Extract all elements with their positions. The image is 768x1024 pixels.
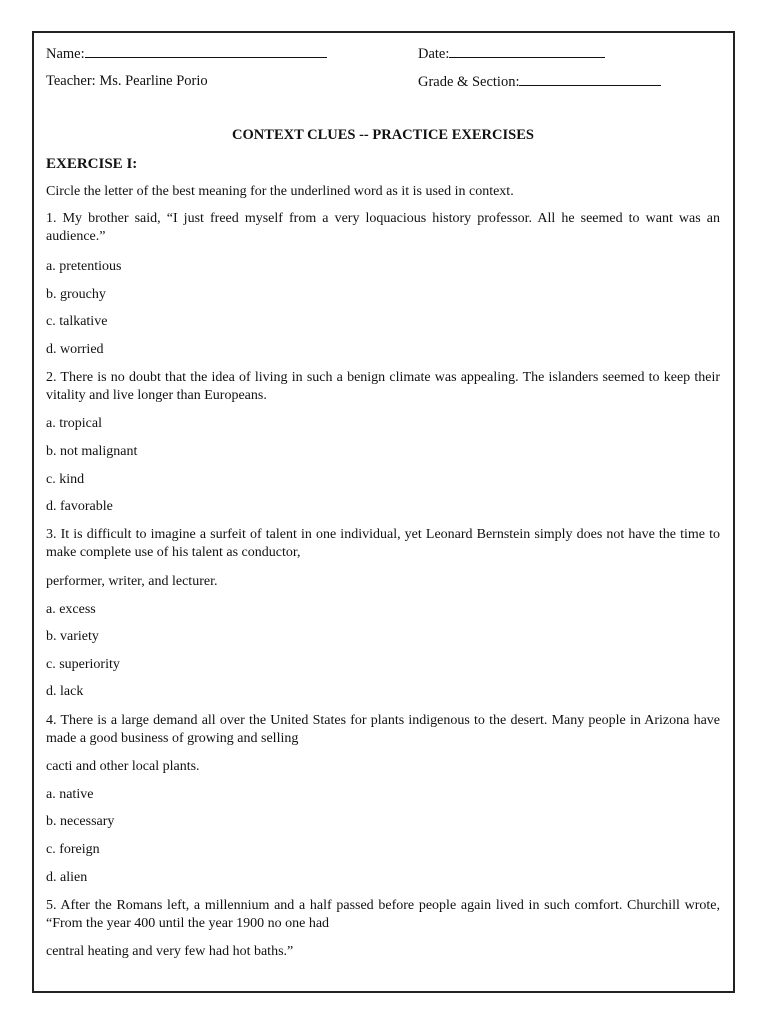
date-blank[interactable]: [449, 44, 605, 58]
question-3-continuation: performer, writer, and lecturer.: [46, 574, 218, 589]
grade-section-field[interactable]: [418, 72, 661, 91]
choice-3a[interactable]: a. excess: [46, 602, 96, 617]
choice-1a[interactable]: a. pretentious: [46, 259, 122, 274]
question-4-continuation: cacti and other local plants.: [46, 759, 200, 774]
choice-4c[interactable]: c. foreign: [46, 842, 100, 857]
choice-4d[interactable]: d. alien: [46, 870, 88, 885]
grade-section-blank[interactable]: [519, 72, 661, 86]
choice-1b[interactable]: b. grouchy: [46, 287, 106, 302]
date-field[interactable]: [418, 44, 605, 63]
choice-3c[interactable]: c. superiority: [46, 657, 120, 672]
choice-2a[interactable]: a. tropical: [46, 416, 102, 431]
choice-2d[interactable]: d. favorable: [46, 499, 113, 514]
teacher-line: [46, 72, 208, 90]
question-4: 4. There is a large demand all over the United States for plants indigenous to the desert. Many people in Arizona have made a good business of growing and selling: [46, 713, 720, 746]
teacher-label: Teacher: Ms. Pearline Porio: [46, 73, 208, 89]
date-label: Date:: [418, 46, 450, 62]
choice-4b[interactable]: b. necessary: [46, 814, 115, 829]
name-blank[interactable]: [85, 44, 327, 58]
grade-section-label: Grade & Section:: [418, 74, 520, 90]
question-2: 2. There is no doubt that the idea of living in such a benign climate was appealing. The islanders seemed to keep their vitality and live longer than Europeans.: [46, 370, 720, 403]
question-5-continuation: central heating and very few had hot baths.”: [46, 944, 294, 959]
exercise-heading: EXERCISE I:: [46, 156, 138, 172]
name-label: Name:: [46, 46, 85, 62]
choice-3b[interactable]: b. variety: [46, 629, 99, 644]
choice-3d[interactable]: d. lack: [46, 684, 84, 699]
question-3: 3. It is difficult to imagine a surfeit of talent in one individual, yet Leonard Bernstein simply does not have the time to make complete use of his talent as conductor,: [46, 527, 720, 560]
question-5: 5. After the Romans left, a millennium and a half passed before people again lived in such comfort. Churchill wrote, “From the year 400 until the year 1900 no one had: [46, 898, 720, 931]
question-1: 1. My brother said, “I just freed myself from a very loquacious history professor. All he seemed to want was an audience.”: [46, 211, 720, 244]
choice-2b[interactable]: b. not malignant: [46, 444, 138, 459]
instructions: Circle the letter of the best meaning for the underlined word as it is used in context.: [46, 184, 514, 199]
choice-1c[interactable]: c. talkative: [46, 314, 108, 329]
worksheet-title: CONTEXT CLUES -- PRACTICE EXERCISES: [232, 127, 534, 143]
choice-1d[interactable]: d. worried: [46, 342, 104, 357]
choice-4a[interactable]: a. native: [46, 787, 94, 802]
choice-2c[interactable]: c. kind: [46, 472, 85, 487]
name-field[interactable]: [46, 44, 327, 63]
